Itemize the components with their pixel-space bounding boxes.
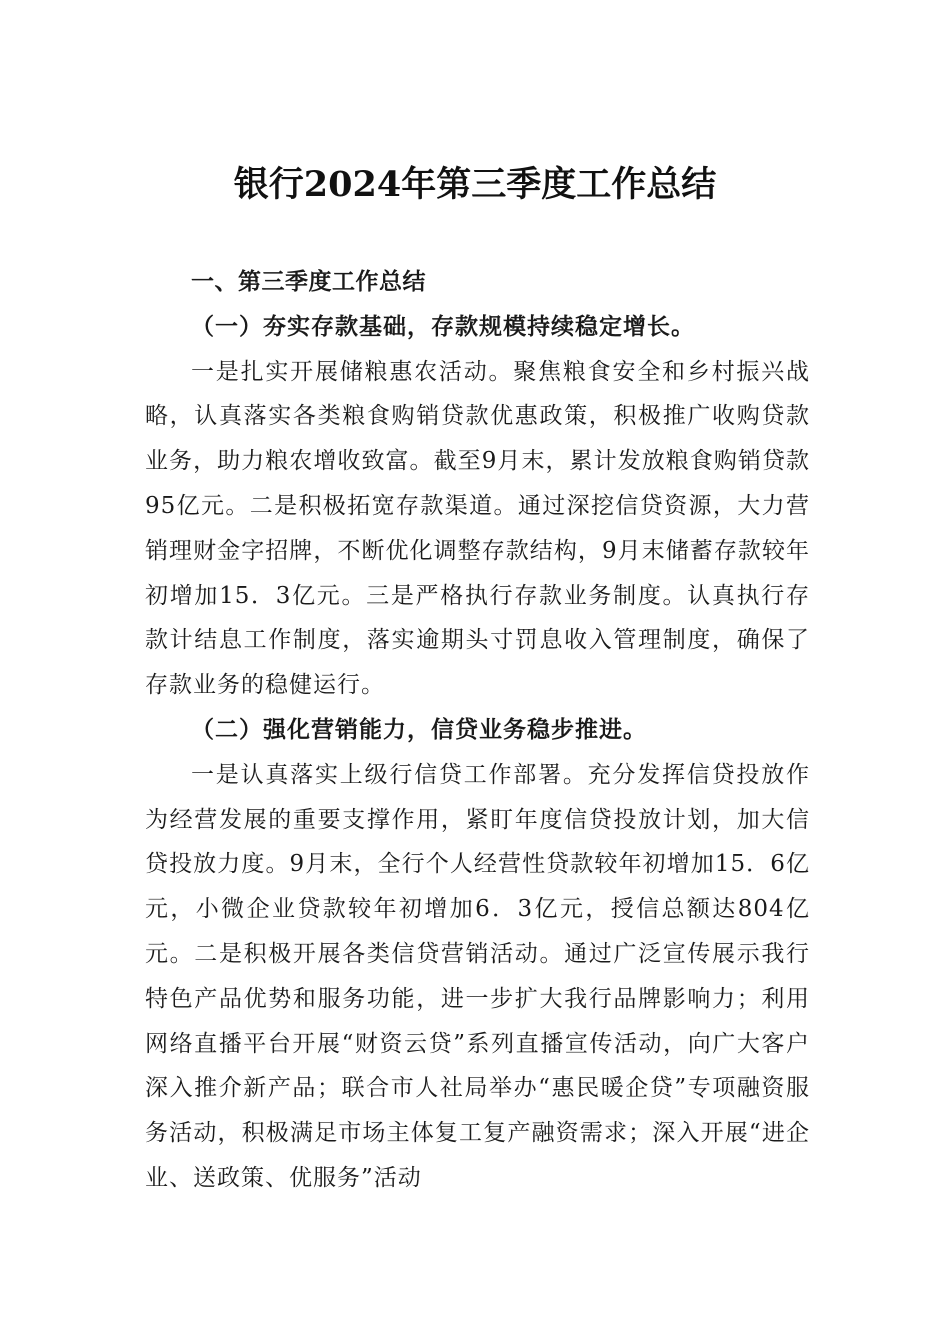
section-heading-1: 一、第三季度工作总结	[191, 269, 426, 295]
paragraph-credit: 一是认真落实上级行信贷工作部署。充分发挥信贷投放作为经营发展的重要支撑作用，紧盯年度信贷投放计划，加大信贷投放力度。9月末，全行个人经营性贷款较年初增加15．6亿元，小微企业贷款较年初增加6．3亿元，授信总额达804亿元。二是积极开展各类信贷营销活动。通过广泛宣传展示我行特色产品优势和服务功能，进一步扩大我行品牌影响力；利用网络直播平台开展“财资云贷”系列直播宣传活动，向广大客户深入推介新产品；联合市人社局举办“惠民暖企贷”专项融资服务活动，积极满足市场主体复工复产融资需求；深入开展“进企业、送政策、优服务”活动	[145, 761, 810, 1191]
subsection-heading-1: （一）夯实存款基础，存款规模持续稳定增长。	[191, 312, 695, 340]
document-title: 银行2024年第三季度工作总结	[233, 164, 717, 205]
subsection-heading-2: （二）强化营销能力，信贷业务稳步推进。	[191, 715, 647, 743]
paragraph-deposits: 一是扎实开展储粮惠农活动。聚焦粮食安全和乡村振兴战略，认真落实各类粮食购销贷款优惠政策，积极推广收购贷款业务，助力粮农增收致富。截至9月末，累计发放粮食购销贷款95亿元。二是积极拓宽存款渠道。通过深挖信贷资源，大力营销理财金字招牌，不断优化调整存款结构，9月末储蓄存款较年初增加15．3亿元。三是严格执行存款业务制度。认真执行存款计结息工作制度，落实逾期头寸罚息收入管理制度，确保了存款业务的稳健运行。	[145, 358, 810, 699]
document-body	[145, 260, 810, 1201]
